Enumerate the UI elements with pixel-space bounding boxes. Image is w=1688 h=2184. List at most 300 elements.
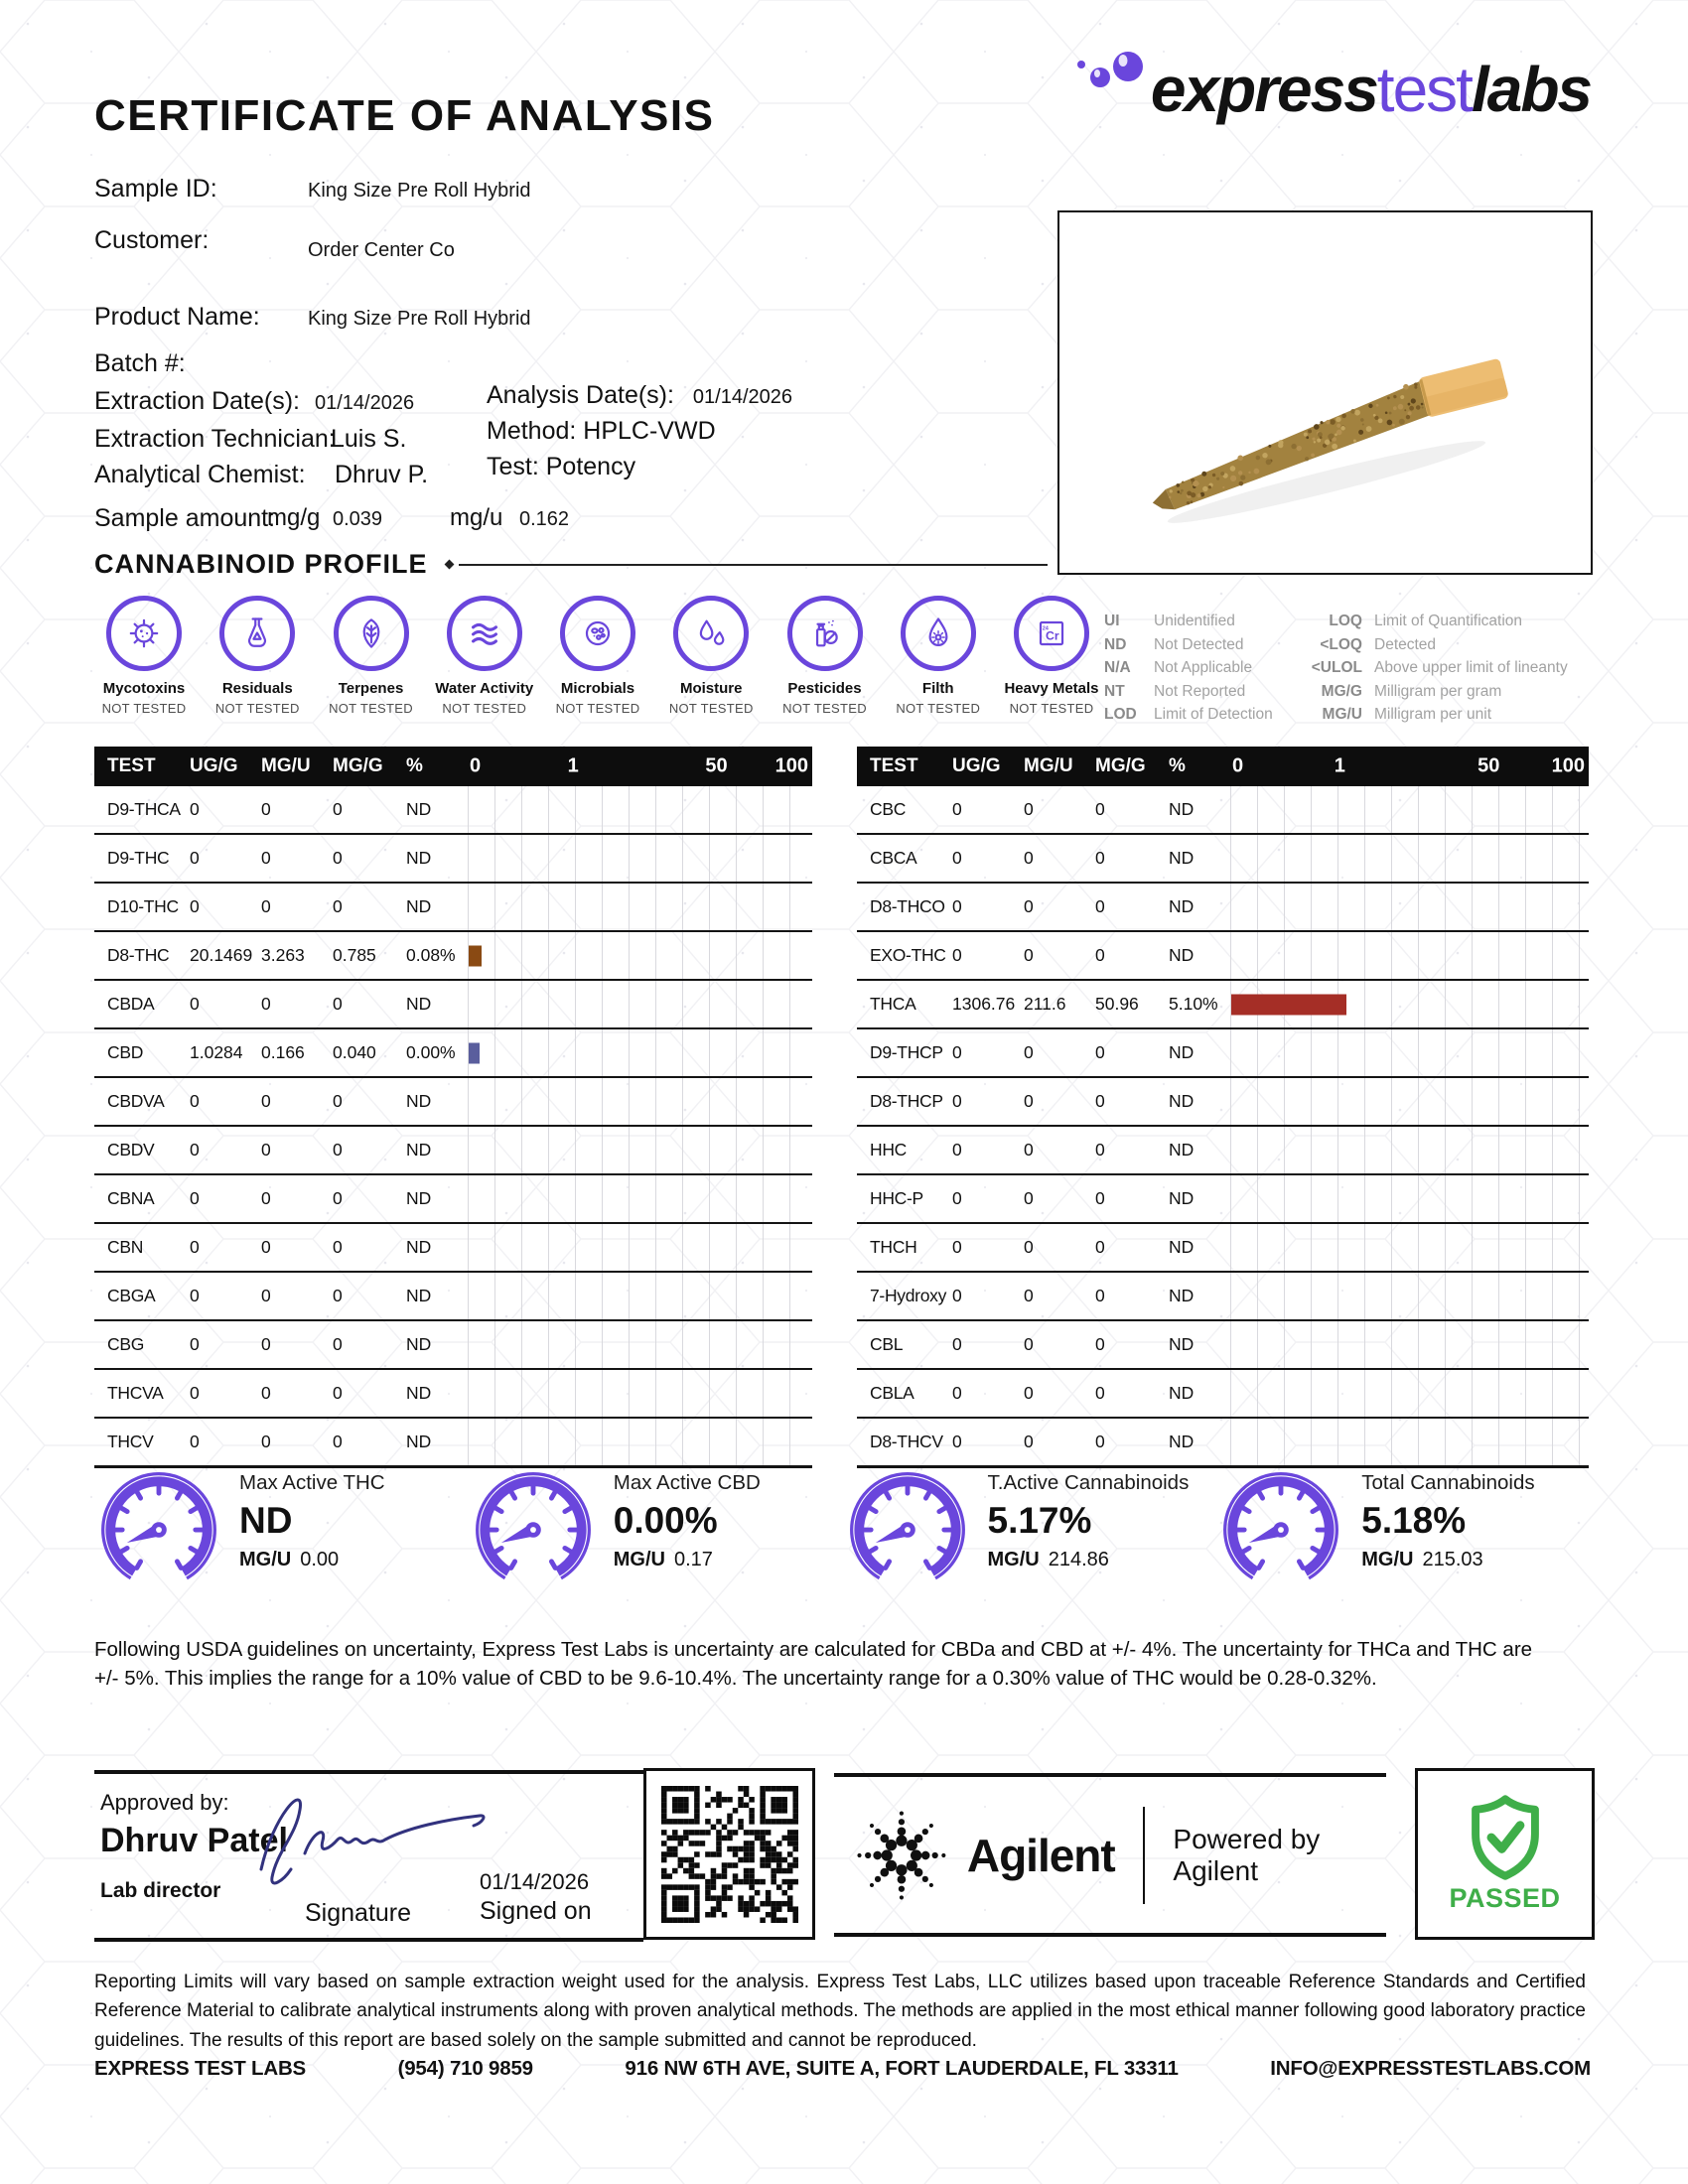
- pct-value: ND: [406, 1237, 432, 1257]
- mgg-value: 0: [333, 896, 343, 916]
- extraction-dates-value: 01/14/2026: [315, 392, 415, 414]
- table-row: [857, 1175, 1589, 1224]
- screening-item: [773, 596, 878, 716]
- ugg-value: 1306.76: [952, 994, 1016, 1014]
- customer-label: Customer:: [94, 226, 210, 254]
- uncertainty-note: Following USDA guidelines on uncertainty, Express Test Labs is uncertainty are calculated for CBDa and CBD at +/- 4%. The uncertainty for THCa and THC are +/- 5%. This implies the range for a 10% value of CBD to be 9.6-10.4%. The uncertainty range for a 0.30% value of THC would be 0.28-0.32%.: [94, 1638, 1533, 1690]
- table-row: [857, 884, 1589, 932]
- legend-row: [1104, 633, 1291, 657]
- gauge-unit: [988, 1549, 1190, 1571]
- screening-label: Heavy Metals: [1004, 680, 1099, 697]
- pct-value: ND: [406, 1188, 432, 1208]
- gauge-unit: [614, 1549, 761, 1571]
- mgg-value: 0: [1095, 1432, 1105, 1451]
- value-bar: [469, 1042, 480, 1063]
- approver-title: Lab director: [100, 1879, 221, 1902]
- brand-logo: [1073, 54, 1591, 125]
- mgu-value: 0: [1024, 1042, 1034, 1062]
- ugg-value: 0: [190, 1188, 200, 1208]
- test-name: HHC: [870, 1140, 908, 1160]
- mgu-label: mg/u: [450, 504, 503, 531]
- test-name: CBGA: [107, 1286, 156, 1305]
- mgu-value: 0: [1024, 799, 1034, 819]
- mycotoxins-icon: [106, 596, 182, 671]
- mgg-value: 0: [1095, 1188, 1105, 1208]
- mgg-value: 0: [1095, 799, 1105, 819]
- legend-row: [1104, 656, 1291, 680]
- screening-label: Filth: [921, 680, 954, 697]
- ugg-value: 0: [190, 1383, 200, 1403]
- mgu-value: 0: [1024, 1140, 1034, 1160]
- row-bar-chart: [468, 932, 812, 979]
- screening-status: NOT TESTED: [896, 701, 981, 716]
- pct-value: ND: [406, 1432, 432, 1451]
- gauge-icon: [469, 1465, 598, 1594]
- section-title: CANNABINOID PROFILE: [94, 549, 428, 579]
- pct-value: ND: [1169, 1091, 1195, 1111]
- mgg-value: 0: [333, 1432, 343, 1451]
- extraction-technician-label: Extraction Technician:: [94, 425, 336, 453]
- pct-value: ND: [1169, 896, 1195, 916]
- legend-desc: Limit of Quantification: [1374, 613, 1523, 629]
- mgg-value: 0: [333, 994, 343, 1014]
- mgg-value: 0: [1095, 1286, 1105, 1305]
- agilent-name: Agilent: [966, 1829, 1115, 1881]
- row-bar-chart: [468, 1419, 812, 1465]
- ugg-value: 20.1469: [190, 945, 253, 965]
- mgu-value: 0.166: [261, 1042, 305, 1062]
- mgu-value: 0: [1024, 1188, 1034, 1208]
- pct-value: 0.08%: [406, 945, 456, 965]
- mgu-value: 0: [1024, 1286, 1034, 1305]
- mgg-value: 0.039: [333, 508, 383, 530]
- test-name: CBDV: [107, 1140, 155, 1160]
- row-bar-chart: [468, 1127, 812, 1173]
- product-name-value: King Size Pre Roll Hybrid: [308, 308, 531, 330]
- screening-status: NOT TESTED: [782, 701, 867, 716]
- table-row: [857, 835, 1589, 884]
- ugg-value: 0: [952, 1140, 962, 1160]
- row-bar-chart: [468, 884, 812, 930]
- col-mgu: MG/U: [261, 755, 311, 776]
- table-row: [94, 1321, 812, 1370]
- pct-value: ND: [1169, 1334, 1195, 1354]
- gauge-unit-value: 215.03: [1422, 1549, 1483, 1570]
- mgg-value: 0: [1095, 945, 1105, 965]
- screening-item: [319, 596, 424, 716]
- mgu-value: 0: [1024, 1091, 1034, 1111]
- ugg-value: 0: [952, 1042, 962, 1062]
- mgg-label: mg/g: [267, 504, 321, 531]
- ugg-value: 0: [190, 1237, 200, 1257]
- svg-text:24: 24: [1042, 625, 1049, 632]
- legend-abbr: NT: [1104, 682, 1125, 700]
- ugg-value: 0: [190, 1432, 200, 1451]
- test-name: CBDA: [107, 994, 155, 1014]
- approver-name: Dhruv Patel: [100, 1822, 288, 1859]
- test-name: CBD: [107, 1042, 144, 1062]
- row-bar-chart: [468, 1321, 812, 1368]
- mgu-value: 0: [261, 1188, 271, 1208]
- table-row: [857, 1370, 1589, 1419]
- ugg-value: 0: [952, 1432, 962, 1451]
- table-row: [94, 1127, 812, 1175]
- ugg-value: 1.0284: [190, 1042, 243, 1062]
- signed-on-date: 01/14/2026: [480, 1869, 590, 1894]
- screening-status: NOT TESTED: [668, 701, 754, 716]
- gauge-icon: [843, 1465, 972, 1594]
- legend-abbr: MG/U: [1322, 706, 1362, 723]
- legend-abbr: UI: [1104, 613, 1120, 629]
- footer-phone: (954) 710 9859: [397, 2057, 533, 2080]
- table-row: [94, 786, 812, 835]
- gauge-unit-label: MG/U: [1361, 1549, 1414, 1570]
- pct-value: ND: [406, 994, 432, 1014]
- screening-item: [545, 596, 650, 716]
- mgu-value: 0: [261, 896, 271, 916]
- product-name-label: Product Name:: [94, 303, 260, 331]
- mgg-value: 0: [1095, 1383, 1105, 1403]
- pct-value: 5.10%: [1169, 994, 1218, 1014]
- table-row: [857, 1419, 1589, 1468]
- mgg-value: 0.040: [333, 1042, 376, 1062]
- test-name: CBLA: [870, 1383, 914, 1403]
- legend-row: [1291, 633, 1568, 657]
- ugg-value: 0: [952, 1334, 962, 1354]
- ugg-value: 0: [952, 896, 962, 916]
- row-bar-chart: [468, 1273, 812, 1319]
- method-pair: [487, 417, 716, 446]
- legend-abbr: ND: [1104, 635, 1127, 653]
- screening-label: Pesticides: [787, 680, 862, 697]
- test-name: D10-THC: [107, 896, 179, 916]
- col-pct: %: [1169, 755, 1186, 776]
- mgg-value: 0: [333, 1091, 343, 1111]
- mgg-value: 0: [1095, 848, 1105, 868]
- logo-dots-icon: [1073, 51, 1147, 114]
- row-bar-chart: [1230, 1127, 1589, 1173]
- legend-column-2: [1291, 610, 1568, 727]
- heavy-metals-icon: [1014, 596, 1089, 671]
- gauge-value: 5.18%: [1361, 1500, 1467, 1541]
- ugg-value: 0: [190, 896, 200, 916]
- agilent-divider: [1143, 1807, 1146, 1904]
- legend-desc: Above upper limit of lineanty: [1374, 659, 1568, 676]
- gauge: [94, 1465, 469, 1594]
- analysis-dates-value: 01/14/2026: [692, 386, 793, 408]
- gauge-unit-value: 214.86: [1048, 1549, 1109, 1570]
- test-name: D8-THC: [107, 945, 170, 965]
- gauge-label: Total Cannabinoids: [1361, 1471, 1535, 1494]
- table-row: [857, 1078, 1589, 1127]
- analysis-dates-label: Analysis Date(s):: [487, 381, 674, 409]
- mgu-value: 0: [261, 1286, 271, 1305]
- row-bar-chart: [468, 835, 812, 882]
- section-divider: [459, 564, 1049, 566]
- test-name: THCV: [107, 1432, 154, 1451]
- ugg-value: 0: [952, 1237, 962, 1257]
- test-name: HHC-P: [870, 1188, 923, 1208]
- table-row: [857, 932, 1589, 981]
- gauge-unit-label: MG/U: [239, 1549, 292, 1570]
- legend-desc: Detected: [1374, 635, 1437, 653]
- analysis-dates-pair: [487, 381, 792, 410]
- screening-item: [205, 596, 310, 716]
- pct-value: ND: [1169, 1140, 1195, 1160]
- value-bar: [1231, 994, 1346, 1015]
- table-row: [94, 835, 812, 884]
- col-mgu: MG/U: [1024, 755, 1073, 776]
- row-bar-chart: [1230, 1419, 1589, 1465]
- mgu-value: 3.263: [261, 945, 305, 965]
- test-label: Test:: [487, 453, 539, 480]
- pct-value: ND: [1169, 1188, 1195, 1208]
- approval-box: [94, 1770, 643, 1942]
- mgg-value: 0: [1095, 1042, 1105, 1062]
- mgg-value: 0: [1095, 1091, 1105, 1111]
- gauge: [1216, 1465, 1591, 1594]
- legend-abbr: <ULOL: [1311, 659, 1362, 676]
- mgg-value: 50.96: [1095, 994, 1139, 1014]
- batch-label: Batch #:: [94, 349, 186, 377]
- signature-label: Signature: [305, 1899, 412, 1927]
- pct-value: ND: [406, 896, 432, 916]
- product-photo: [1057, 210, 1593, 575]
- water-activity-icon: [447, 596, 522, 671]
- agilent-starburst-icon: [850, 1798, 953, 1913]
- row-bar-chart: [468, 1370, 812, 1417]
- value-bar: [469, 945, 482, 966]
- ugg-value: 0: [952, 1383, 962, 1403]
- col-ugg: UG/G: [952, 755, 1001, 776]
- batch-row: [94, 349, 1048, 378]
- pct-value: ND: [406, 1334, 432, 1354]
- legend-desc: Not Applicable: [1154, 659, 1253, 676]
- table-row: [857, 1127, 1589, 1175]
- gauge-text: [1361, 1465, 1534, 1571]
- row-bar-chart: [1230, 884, 1589, 930]
- mgg-value: 0: [333, 1188, 343, 1208]
- legend-desc: Not Reported: [1154, 682, 1246, 700]
- screening-label: Mycotoxins: [102, 680, 186, 697]
- extraction-dates-label: Extraction Date(s):: [94, 387, 301, 415]
- filth-icon: [901, 596, 976, 671]
- mgu-value: 0: [1024, 896, 1034, 916]
- mgu-value: 0: [1024, 848, 1034, 868]
- pre-roll-image: [1059, 212, 1591, 573]
- pct-value: ND: [1169, 945, 1195, 965]
- pct-value: ND: [1169, 1383, 1195, 1403]
- legend-abbr: N/A: [1104, 659, 1131, 676]
- table-row: [94, 1029, 812, 1078]
- table-row: [94, 1078, 812, 1127]
- screening-item: [658, 596, 764, 716]
- legend-desc: Unidentified: [1154, 613, 1235, 629]
- chart-scale: 0 1 50 100: [1232, 754, 1585, 777]
- gauge-text: [239, 1465, 385, 1571]
- mgu-value: 0: [1024, 945, 1034, 965]
- ugg-value: 0: [190, 1140, 200, 1160]
- pct-value: ND: [1169, 1432, 1195, 1451]
- col-test: TEST: [107, 755, 156, 776]
- qr-code: [643, 1768, 815, 1940]
- col-mgg: MG/G: [333, 755, 383, 776]
- powered-by-agilent: Powered by Agilent: [1173, 1823, 1321, 1886]
- screening-status: NOT TESTED: [1009, 701, 1094, 716]
- table-row: [857, 1273, 1589, 1321]
- screening-item: [91, 596, 197, 716]
- row-bar-chart: [468, 1175, 812, 1222]
- method-value: HPLC-VWD: [583, 417, 716, 445]
- pct-value: ND: [406, 1286, 432, 1305]
- ugg-value: 0: [952, 799, 962, 819]
- test-name: D9-THCA: [107, 799, 181, 819]
- dates-row: [94, 381, 1048, 416]
- legend-desc: Milligram per gram: [1374, 682, 1502, 700]
- gauge-icon: [94, 1465, 223, 1594]
- col-ugg: UG/G: [190, 755, 238, 776]
- mgu-value: 0: [261, 1140, 271, 1160]
- legend-row: [1291, 656, 1568, 680]
- pct-value: ND: [1169, 848, 1195, 868]
- legend: [1104, 610, 1568, 727]
- test-name: THCVA: [107, 1383, 164, 1403]
- row-bar-chart: [1230, 1029, 1589, 1076]
- mgu-value: 0: [1024, 1383, 1034, 1403]
- test-name: D8-THCO: [870, 896, 945, 916]
- section-heading: [94, 549, 1048, 580]
- test-value: Potency: [545, 453, 636, 480]
- row-bar-chart: [1230, 932, 1589, 979]
- gauge: [843, 1465, 1217, 1594]
- ugg-value: 0: [952, 1188, 962, 1208]
- gauge-text: [988, 1465, 1190, 1571]
- test-name: D8-THCV: [870, 1432, 943, 1451]
- sample-id-label: Sample ID:: [94, 175, 217, 203]
- table-row: [94, 981, 812, 1029]
- col-test: TEST: [870, 755, 918, 776]
- ugg-value: 0: [190, 1091, 200, 1111]
- sample-amount-label: Sample amount:: [94, 504, 276, 532]
- screening-label: Water Activity: [435, 680, 534, 697]
- svg-text:Cr: Cr: [1046, 628, 1059, 643]
- table-row: [94, 884, 812, 932]
- legend-row: [1291, 703, 1568, 727]
- test-name: CBL: [870, 1334, 904, 1354]
- screening-status: NOT TESTED: [101, 701, 187, 716]
- microbials-icon: [560, 596, 635, 671]
- customer-row: [94, 226, 1048, 261]
- footer-company: EXPRESS TEST LABS: [94, 2057, 307, 2080]
- pesticides-icon: [787, 596, 863, 671]
- gauge-unit-value: 0.00: [300, 1549, 340, 1570]
- footer-address: 916 NW 6TH AVE, SUITE A, FORT LAUDERDALE, FL 33311: [625, 2057, 1179, 2080]
- section-diamond-icon: [444, 560, 454, 570]
- table-row: [94, 1175, 812, 1224]
- row-bar-chart: [468, 981, 812, 1027]
- legend-abbr: LOQ: [1329, 613, 1362, 629]
- screening-item: [886, 596, 991, 716]
- gauge: [469, 1465, 843, 1594]
- table-row: [94, 1273, 812, 1321]
- row-bar-chart: [468, 1029, 812, 1076]
- pct-value: ND: [406, 848, 432, 868]
- footer-email: INFO@EXPRESSTESTLABS.COM: [1270, 2057, 1591, 2080]
- mgu-value: 0: [1024, 1432, 1034, 1451]
- row-bar-chart: [1230, 1224, 1589, 1271]
- mgg-value: 0: [333, 1237, 343, 1257]
- gauge-unit-value: 0.17: [673, 1549, 713, 1570]
- row-bar-chart: [1230, 981, 1589, 1027]
- row-bar-chart: [1230, 1078, 1589, 1125]
- screening-item: [432, 596, 537, 716]
- approved-by-label: Approved by:: [100, 1790, 229, 1815]
- mgg-value: 0: [333, 1334, 343, 1354]
- table-row: [94, 932, 812, 981]
- test-name: 7-Hydroxy: [870, 1286, 947, 1305]
- pct-value: 0.00%: [406, 1042, 456, 1062]
- row-bar-chart: [1230, 835, 1589, 882]
- screening-label: Microbials: [560, 680, 635, 697]
- mgg-value: 0: [333, 1140, 343, 1160]
- table-row: [857, 981, 1589, 1029]
- ugg-value: 0: [190, 994, 200, 1014]
- mgg-value: 0: [333, 848, 343, 868]
- gauge-value: 5.17%: [987, 1500, 1092, 1541]
- mgg-value: 0: [333, 1383, 343, 1403]
- signature-image: [241, 1778, 509, 1889]
- gauge-label: T.Active Cannabinoids: [987, 1471, 1190, 1494]
- pct-value: ND: [1169, 799, 1195, 819]
- row-bar-chart: [1230, 786, 1589, 833]
- disclaimer-text: Reporting Limits will vary based on sample extraction weight used for the analysis. Express Test Labs, LLC utilizes based upon traceable Reference Standards and Certified Reference Material to calibrate analytical instruments along with proven analytical methods. The methods are applied in the most ethical manner following good laboratory practice guidelines. The results of this report are based solely on the sample submitted and cannot be reproduced.: [94, 1972, 1586, 2051]
- footer-bar: [94, 2057, 1591, 2081]
- screening-status: NOT TESTED: [555, 701, 640, 716]
- mgg-value: 0: [1095, 896, 1105, 916]
- legend-abbr: LOD: [1104, 706, 1137, 723]
- screening-status: NOT TESTED: [329, 701, 413, 716]
- logo-text-labs: labs: [1471, 54, 1591, 125]
- gauge-unit-label: MG/U: [613, 1549, 665, 1570]
- mgu-value: 0: [261, 1091, 271, 1111]
- ugg-value: 0: [190, 848, 200, 868]
- legend-desc: Not Detected: [1154, 635, 1244, 653]
- mgu-value: 0: [261, 1383, 271, 1403]
- pct-value: ND: [406, 799, 432, 819]
- legend-row: [1291, 610, 1568, 633]
- mgu-value: 0.162: [519, 508, 570, 530]
- table-row: [94, 1224, 812, 1273]
- passed-badge: [1415, 1768, 1595, 1940]
- mgu-value: 0: [261, 1432, 271, 1451]
- ugg-value: 0: [952, 848, 962, 868]
- mgu-value: 0: [1024, 1237, 1034, 1257]
- table-row: [857, 1224, 1589, 1273]
- test-name: D9-THCP: [870, 1042, 943, 1062]
- pct-value: ND: [1169, 1042, 1195, 1062]
- screening-row: [91, 596, 1104, 716]
- pct-value: ND: [406, 1383, 432, 1403]
- mgg-value: 0: [1095, 1140, 1105, 1160]
- passed-shield-icon: [1462, 1794, 1549, 1881]
- test-name: CBN: [107, 1237, 144, 1257]
- logo-text-test: test: [1376, 54, 1472, 125]
- col-mgg: MG/G: [1095, 755, 1146, 776]
- extraction-technician-value: Luis S.: [331, 425, 407, 453]
- row-bar-chart: [468, 786, 812, 833]
- gauge-unit: [1361, 1549, 1534, 1571]
- cannabinoid-table-right: [857, 747, 1589, 1468]
